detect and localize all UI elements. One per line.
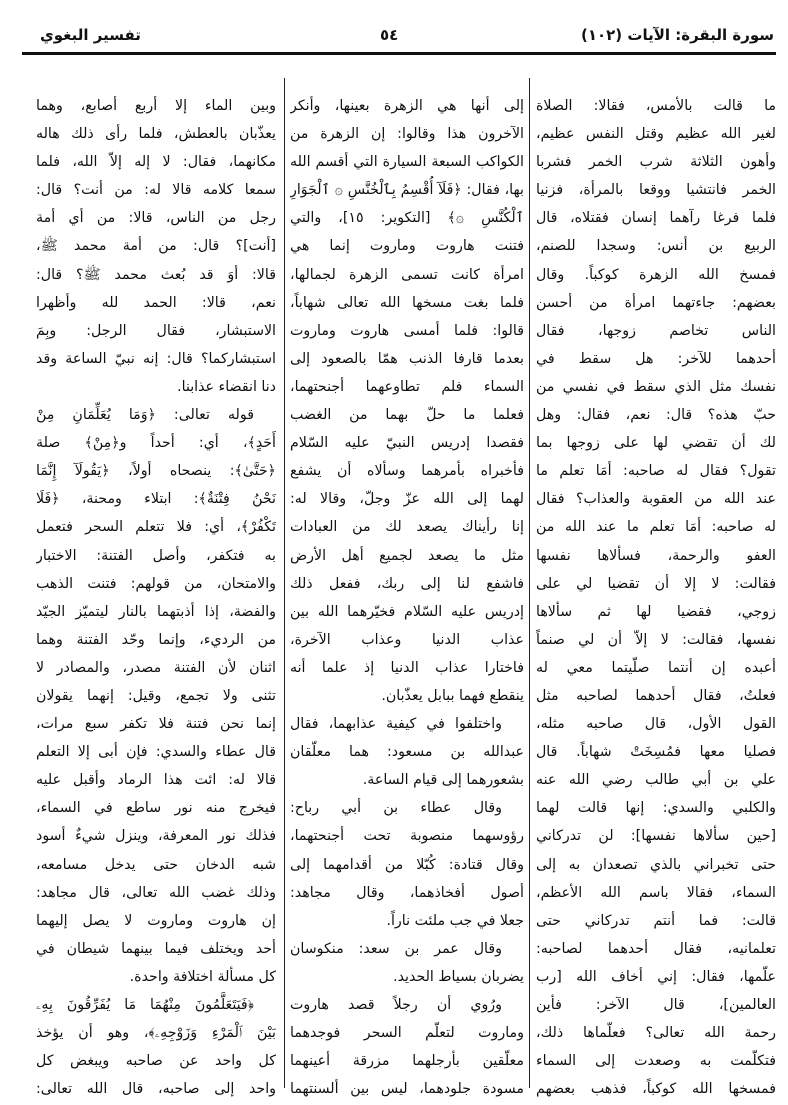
text-line: فتنت هاروت وماروت إنما هي: [290, 238, 524, 255]
paragraph: [290, 794, 524, 934]
text-line: من الرديء، وإنما وحّد الفتنة وهما: [36, 631, 276, 648]
text-line: وبين الماء إلا أربع أصابع، وهما: [36, 98, 276, 114]
text-line: لهما إلى الله عزّ وجلّ، وقالا له:: [290, 491, 524, 508]
text-line: أصول أفخاذهما، وقال مجاهد:: [290, 884, 524, 901]
text-line: والفضة، إذا أذبتهما بالنار ليتميّز الجيّد: [36, 603, 276, 620]
column-divider: [284, 78, 285, 1088]
text-line: دنا انقضاء عذابنا.: [177, 378, 276, 395]
text-line: قال عطاء والسدي: فإن أبى إلا التعلم: [36, 744, 276, 761]
text-line: بعدما قارفا الذنب همّا بالصعود إلى: [290, 350, 524, 367]
text-line: نفسك مثل الذي سقط في نفسي من: [536, 378, 776, 395]
text-line: إنما نحن فتنة فلا تكفر سبع مرات،: [36, 716, 276, 733]
text-line: لغير الله عظيم وقتل النفس عظيم،: [536, 126, 776, 143]
text-line: رجل من الناس، قالا: من أي أمة: [36, 210, 276, 227]
text-line: فلما بغت مسخها الله تعالى شهاباً،: [290, 294, 524, 311]
text-line: وذلك غضب الله تعالى، قال مجاهد:: [36, 884, 276, 901]
text-line: بشعورهما إلى قيام الساعة.: [362, 772, 524, 789]
text-line: إلى أنها هي الزهرة بعينها، وأنكر: [290, 98, 524, 114]
text-line: زوجي، فقضيا لها ثم سألاها: [536, 603, 776, 620]
text-line: حبّ هذه؟ قال: نعم، فقال: وهل: [536, 407, 776, 424]
text-line: تثنى ولا تجمع، وقيل: إنهما يقولان: [36, 687, 276, 704]
paragraph: [290, 92, 524, 710]
text-line: جعلا في جب ملئت ناراً.: [386, 912, 524, 929]
text-line: حتى تخبراني بالذي تصعدان به إلى: [536, 856, 776, 873]
text-line: فلما فرغا رآهما إنسان فقتلاه، قال: [536, 210, 776, 227]
paragraph: [36, 991, 276, 1103]
paragraph: [536, 92, 776, 1103]
text-line: فتكلّمت به وصعدت إلى السماء: [536, 1053, 776, 1070]
text-line: له صاحبه: أمَا تعلم ما عند الله من: [536, 519, 776, 536]
text-line: ورُوي أن رجلاً قصد هاروت: [290, 997, 502, 1013]
text-line: فمسخ الله الزهرة كوكباً. وقال: [536, 266, 776, 283]
text-line: ٱلْكُنَّسِ ۞﴾ [التكوير: ١٥]، والتي: [290, 210, 524, 227]
text-line: عند الله من العقوبة والعذاب؟ فقال: [536, 491, 776, 508]
text-line: فقالت: لا إلا أن تقضيا لي على: [536, 575, 776, 592]
text-line: أعبده إن أنتما صلّيتما معي له: [536, 659, 776, 676]
text-line: يعذّبان بالعطش، فلما رأى ذلك هاله: [36, 126, 276, 143]
text-line: تَكْفُرْ﴾، أي: فلا تتعلم السحر فتعمل: [36, 519, 276, 536]
text-line: الآخرون هذا وقالوا: إن الزهرة من: [290, 126, 524, 143]
text-line: مسودة جلودهما، ليس بين ألسنتهما: [290, 1081, 524, 1098]
text-line: وقال عمر بن سعد: منكوسان: [290, 940, 502, 957]
text-line: معلّقين بأرجلهما مزرقة أعينهما: [290, 1053, 524, 1070]
text-line: نفسها، فقالت: لا إلاّ أن لي صنماً: [536, 631, 776, 648]
text-line: بَيْنَ ٱلْمَرْءِ وَزَوْجِهِۦ﴾، وهو أن يؤخذ: [36, 1025, 276, 1042]
text-line: سمعا كلامه قالا له: من أنت؟ قال:: [36, 182, 276, 199]
text-line: قالا: أوَ قد بُعث محمد ﷺ؟ قال:: [36, 266, 276, 283]
text-line: فمسخها الله كوكباً، فذهب بعضهم: [536, 1081, 776, 1098]
text-line: ينقطع فهما ببابل يعذّبان.: [381, 687, 524, 704]
text-line: اثنان لأن الفتنة مصدر، والمصادر لا: [36, 659, 276, 676]
text-line: عبدالله بن مسعود: هما معلّقان: [290, 744, 524, 761]
text-line: علي بن أبي طالب رضي الله عنه: [536, 772, 776, 789]
text-line: الربيع بن أنس: وسجدا للصنم،: [536, 238, 776, 255]
text-line: استبشاركما؟ قال: إنه نبيّ الساعة وقد: [36, 350, 276, 367]
text-line: رحمة الله تعالى؟ فعلّماها ذلك،: [536, 1025, 776, 1042]
paragraph: [36, 92, 276, 401]
text-line: رؤوسهما منصوبة تحت أجنحتهما،: [290, 828, 524, 845]
text-line: والكلبي والسدي: إنها قالت لهما: [536, 800, 776, 817]
text-line: قوله تعالى: ﴿وَمَا يُعَلِّمَانِ مِنْ: [36, 407, 254, 424]
text-column-right: [536, 92, 776, 1103]
text-line: إن هاروت وماروت لا يصل إليهما: [36, 912, 276, 929]
text-line: ما قالت بالأمس، فقالا: الصلاة: [536, 98, 776, 114]
text-line: إنا رأيناك يصعد لك من العبادات: [290, 519, 524, 536]
text-line: إدريس عليه السّلام فخيّرهما الله بين: [290, 603, 524, 620]
text-line: الاستبشار، فقال الرجل: وبِمَ: [36, 322, 276, 339]
text-line: [أنت]؟ قال: من أمة محمد ﷺ،: [36, 238, 276, 255]
text-line: لك أن تقضي لها على زوجها بما: [536, 435, 776, 452]
text-column-middle: [290, 92, 524, 1103]
text-line: وقال قتادة: كُبّلا من أقدامهما إلى: [290, 856, 524, 873]
text-line: ﴿فَيَتَعَلَّمُونَ مِنْهُمَا مَا يُفَرِّقُونَ بِهِۦ: [36, 997, 254, 1013]
text-line: مثل ما يصعد لجميع أهل الأرض: [290, 547, 524, 564]
text-line: فذلك نور المعرفة، وينزل شيءٌ أسود: [36, 828, 276, 845]
text-line: أحدهما للآخر: هل سقط في: [536, 350, 776, 367]
text-line: به فتكفر، وأصل الفتنة: الاختبار: [36, 547, 276, 564]
text-line: ﴿حَتَّىٰ﴾: ينصحاه أولاً، ﴿يَقُولَآ إِنَّمَا: [36, 463, 276, 480]
text-line: واحد إلى صاحبه، قال الله تعالى:: [36, 1081, 276, 1098]
text-line: بها، فقال: ﴿فَلَآ أُقْسِمُ بِٱلْخُنَّسِ ۞ ٱلْجَوَارِ: [290, 182, 524, 199]
text-line: فعلما ما حلّ بهما من الغضب: [290, 407, 524, 424]
text-line: يضربان بسياط الحديد.: [393, 968, 524, 985]
running-header-book-title: تفسير البغوي: [40, 26, 141, 44]
text-line: [حين سألاها نفسها]: لن تدركاني: [536, 828, 776, 845]
text-line: قالا له: ائت هذا الرماد وأقبل عليه: [36, 772, 276, 789]
text-line: فاختارا عذاب الدنيا إذ علما أنه: [290, 659, 524, 676]
text-line: وماروت لتعلّم السحر فوجدهما: [290, 1025, 524, 1042]
header-rule: [22, 52, 776, 55]
text-line: تقول؟ فقال له صاحبه: أمَا تعلم ما: [536, 463, 776, 480]
text-line: الناس تخاصم زوجها، فقال: [536, 322, 776, 339]
paragraph: [290, 991, 524, 1103]
text-line: العفو والرحمة، فسألاها نفسها: [536, 547, 776, 564]
text-line: قالوا: فلما أمسى هاروت وماروت: [290, 322, 524, 339]
text-line: بعضهم: جاءتهما امرأة من أحسن: [536, 294, 776, 311]
text-line: فقصدا إدريس النبيّ عليه السّلام: [290, 435, 524, 452]
text-line: عذاب الدنيا وعذاب الآخرة،: [290, 631, 524, 648]
paragraph: [290, 710, 524, 794]
text-line: فعلتُ، فقال أحدهما لصاحبه مثل: [536, 687, 776, 704]
text-line: نَحْنُ فِتْنَةٌ﴾: ابتلاء ومحنة، ﴿فَلَا: [36, 491, 276, 508]
text-line: السماء فلم تطاوعهما أجنحتهما،: [290, 378, 524, 395]
page-number: ٥٤: [380, 26, 399, 44]
text-line: كل واحد عن صاحبه ويبغض كل: [36, 1053, 276, 1070]
text-line: السماء، فقالا باسم الله الأعظم،: [536, 884, 776, 901]
text-line: قالت: فما أنتم تدركاني حتى: [536, 912, 776, 929]
text-line: العالمين]، قال الآخر: فأين: [536, 997, 776, 1013]
column-divider: [529, 78, 530, 1088]
text-line: تعلمانيه، فقال أحدهما لصاحبه:: [536, 940, 776, 957]
text-line: الخمر فانتشيا ووقعا بالمرأة، فزنيا: [536, 182, 776, 199]
text-line: واختلفوا في كيفية عذابهما، فقال: [290, 716, 502, 733]
text-line: علّمها، فقال: إني أخاف الله [رب: [536, 968, 776, 985]
text-line: فاشفع لنا إلى ربك، ففعل ذلك: [290, 575, 524, 592]
paragraph: [36, 401, 276, 991]
text-line: مكانهما، فقال: لا إله إلاّ الله، فلما: [36, 154, 276, 171]
text-line: والامتحان، من قولهم: فتنت الذهب: [36, 575, 276, 592]
text-line: فصليا معها فمُسِخَتْ شهاباً. قال: [536, 744, 776, 761]
text-line: الكواكب السبعة السيارة التي أقسم الله: [290, 154, 524, 171]
running-header-surah: سورة البقرة: الآيات (١٠٢): [580, 26, 774, 44]
text-line: كل مسألة اختلافة واحدة.: [129, 968, 276, 985]
text-line: أَحَدٍ﴾، أي: أحداً و﴿مِنْ﴾ صلة: [36, 435, 276, 452]
text-line: فأخبراه بأمرهما وسألاه أن يشفع: [290, 463, 524, 480]
text-line: امرأة كانت تسمى الزهرة لجمالها،: [290, 266, 524, 283]
paragraph: [290, 935, 524, 991]
text-line: وأهون الثلاثة شرب الخمر فشربا: [536, 154, 776, 171]
text-line: نعم، قالا: الحمد لله وأظهرا: [36, 294, 276, 311]
text-line: فيخرج منه نور ساطع في السماء،: [36, 800, 276, 817]
text-line: شبه الدخان حتى يدخل مسامعه،: [36, 856, 276, 873]
text-line: وقال عطاء بن أبي رباح:: [290, 800, 502, 817]
text-line: أحد ويختلف فيما بينهما شيطان في: [36, 940, 276, 957]
text-line: القول الأول، قال صاحبه مثله،: [536, 716, 776, 733]
text-column-left: [36, 92, 276, 1103]
